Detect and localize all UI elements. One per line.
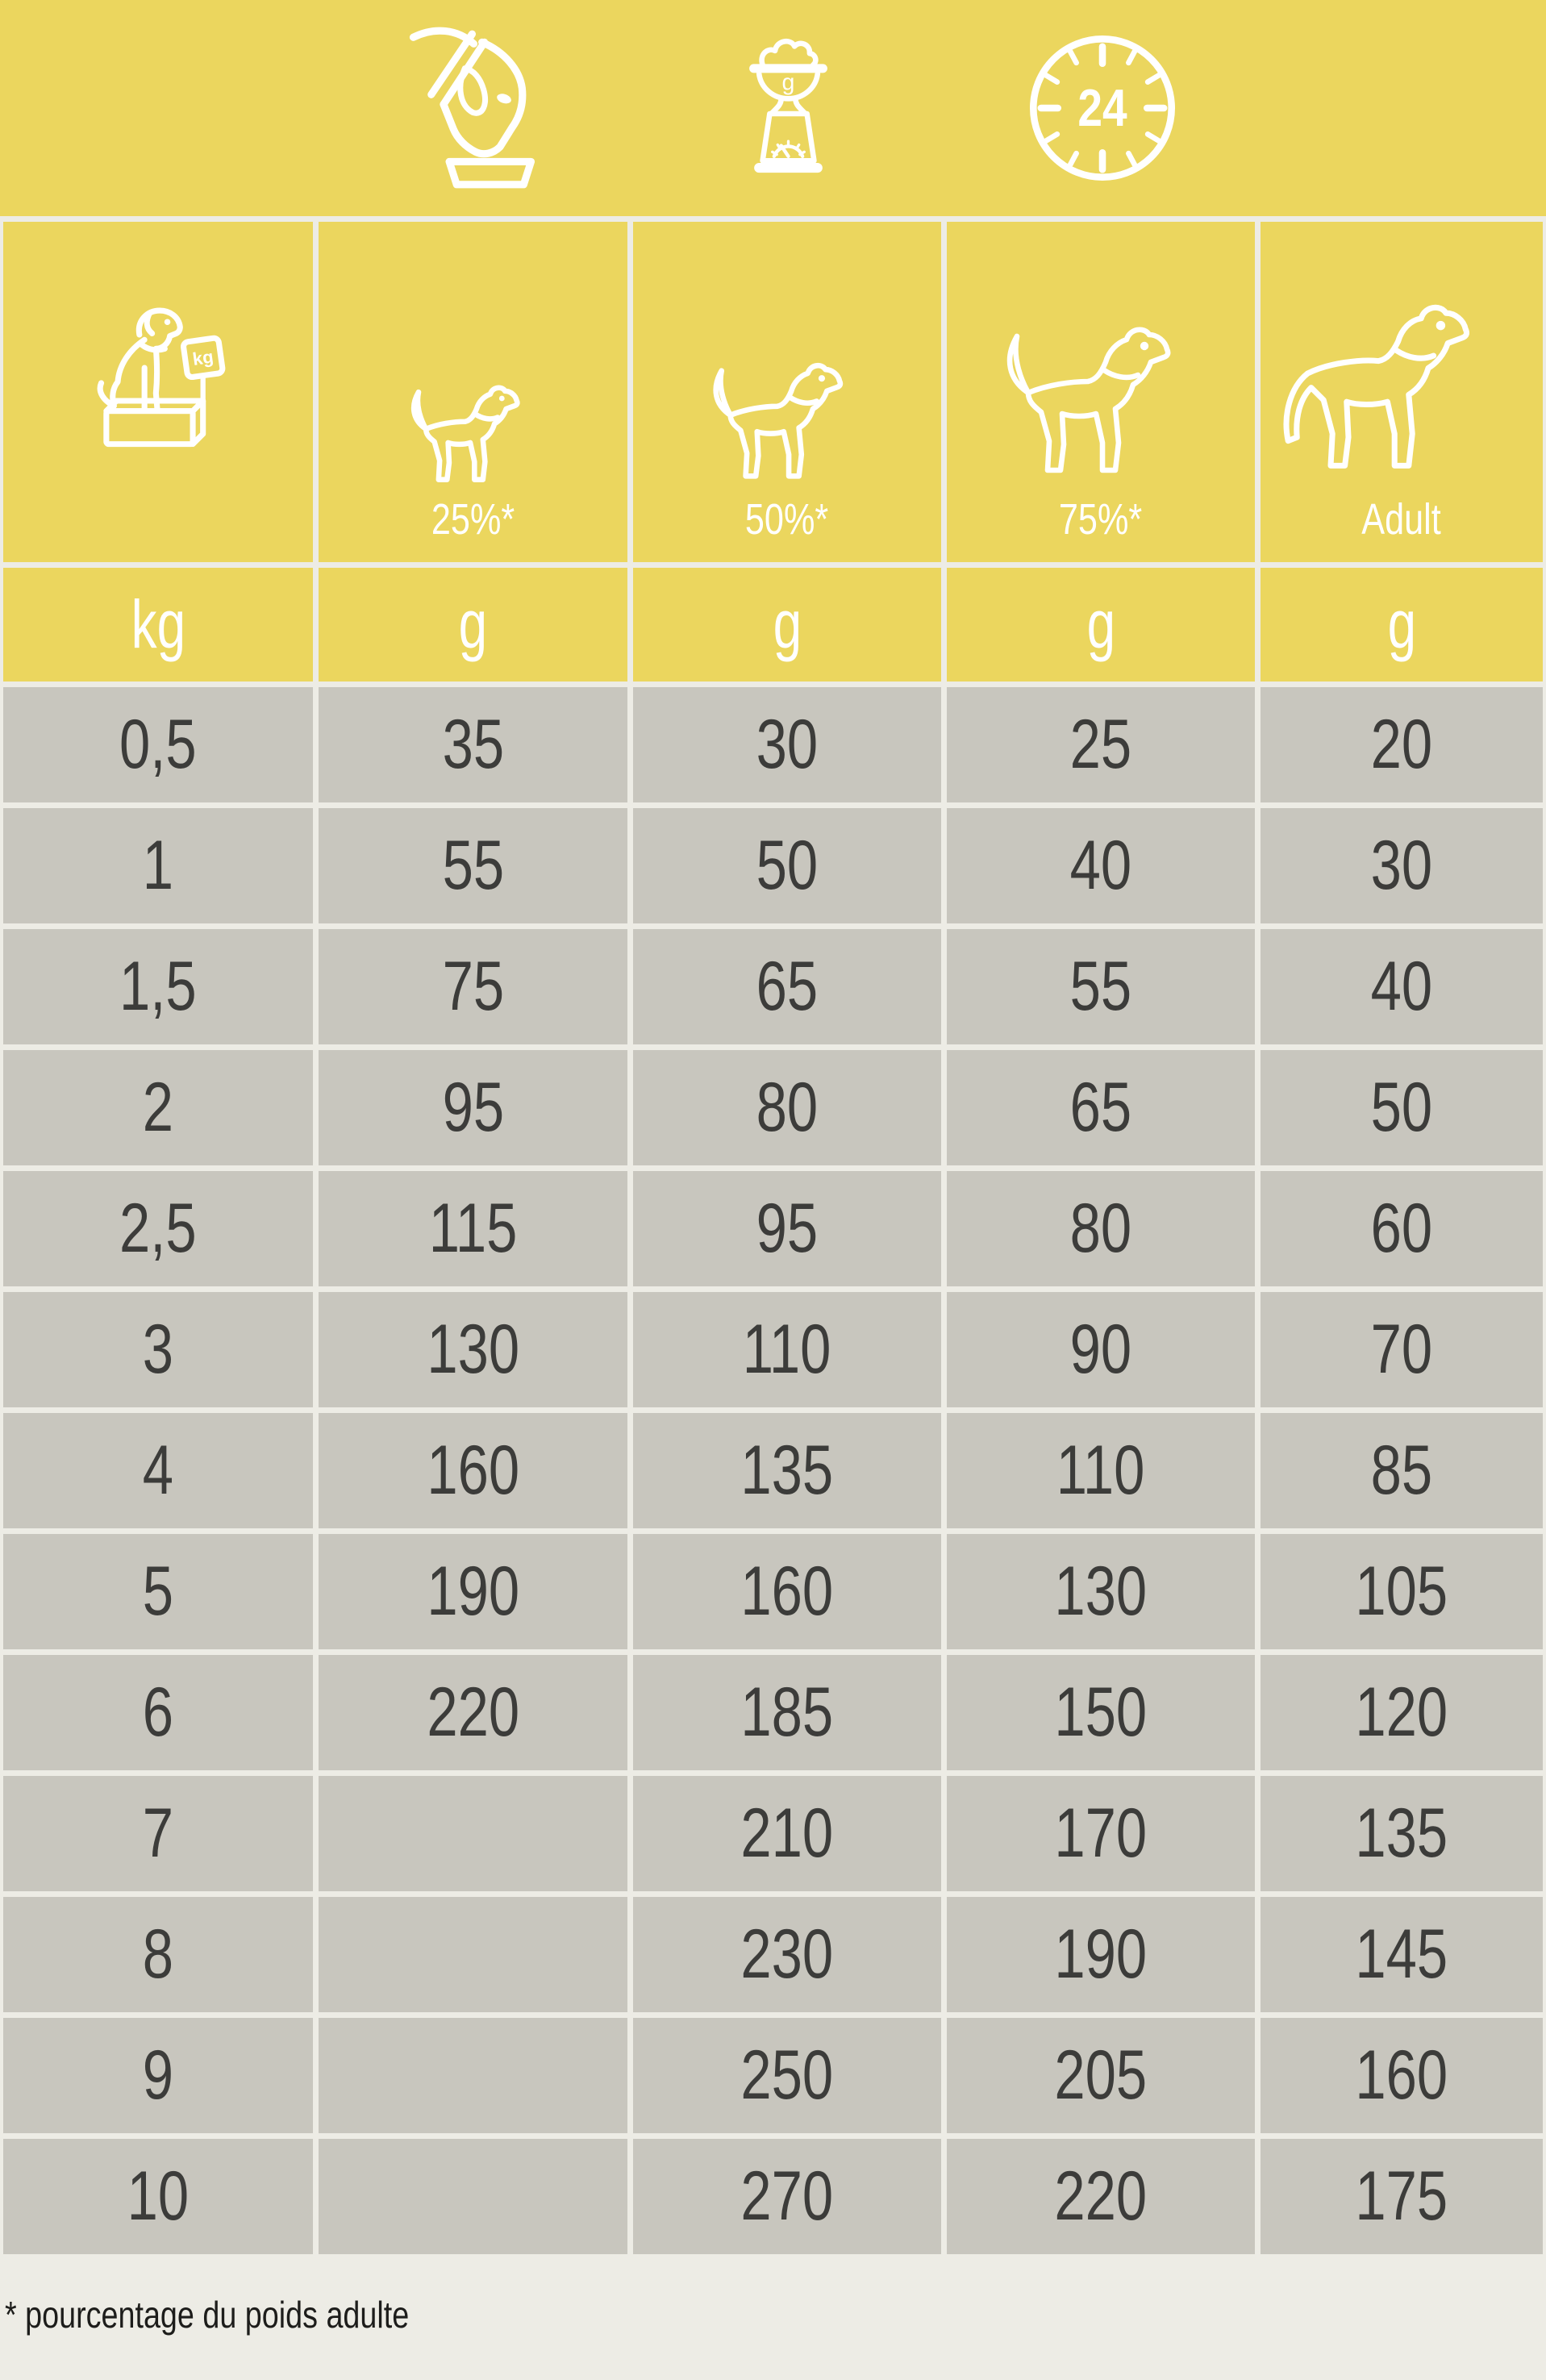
weight-cell: 7 bbox=[3, 1776, 313, 1891]
value-cell bbox=[319, 1776, 627, 1891]
value-cell: 65 bbox=[633, 929, 941, 1044]
top-icon-band bbox=[0, 0, 1546, 216]
unit-label: kg bbox=[131, 586, 185, 662]
value-cell: 220 bbox=[947, 2139, 1255, 2254]
value-cell: 35 bbox=[319, 687, 627, 802]
value-cell: 40 bbox=[947, 808, 1255, 923]
value-cell: 95 bbox=[319, 1050, 627, 1165]
footer bbox=[0, 2254, 1546, 2380]
weight-cell: 10 bbox=[3, 2139, 313, 2254]
unit-cell-g bbox=[1261, 568, 1543, 681]
value-cell: 160 bbox=[1261, 2018, 1543, 2133]
clock-24h-icon bbox=[1022, 27, 1183, 189]
unit-cell-g bbox=[947, 568, 1255, 681]
weight-cell: 8 bbox=[3, 1897, 313, 2012]
value-cell: 90 bbox=[947, 1292, 1255, 1407]
value-cell: 160 bbox=[319, 1413, 627, 1528]
header-cell-50 bbox=[633, 222, 941, 562]
unit-label: g bbox=[1086, 586, 1115, 662]
value-cell: 50 bbox=[633, 808, 941, 923]
value-cell bbox=[319, 2139, 627, 2254]
value-cell: 55 bbox=[947, 929, 1255, 1044]
clock-24-text: 24 bbox=[1077, 78, 1127, 137]
puppy-25-icon bbox=[405, 381, 542, 498]
value-cell: 95 bbox=[633, 1171, 941, 1286]
value-cell: 185 bbox=[633, 1655, 941, 1770]
feeding-table bbox=[0, 222, 1546, 2254]
value-cell: 40 bbox=[1261, 929, 1543, 1044]
value-cell: 30 bbox=[1261, 808, 1543, 923]
weight-cell: 1 bbox=[3, 808, 313, 923]
value-cell: 230 bbox=[633, 1897, 941, 2012]
weight-cell: 2,5 bbox=[3, 1171, 313, 1286]
unit-cell-g bbox=[319, 568, 627, 681]
header-cell-adult bbox=[1261, 222, 1543, 562]
unit-cell-kg bbox=[3, 568, 313, 681]
value-cell: 80 bbox=[633, 1050, 941, 1165]
value-cell: 65 bbox=[947, 1050, 1255, 1165]
kitchen-scale-icon bbox=[722, 26, 855, 184]
weight-cell: 5 bbox=[3, 1534, 313, 1649]
adult-dog-icon bbox=[1269, 302, 1535, 498]
weight-cell: 6 bbox=[3, 1655, 313, 1770]
footnote-text: * pourcentage du poids adulte bbox=[5, 2294, 410, 2336]
weight-cell: 3 bbox=[3, 1292, 313, 1407]
puppy-50-icon bbox=[705, 358, 870, 498]
column-label: 75%* bbox=[1059, 495, 1143, 544]
value-cell: 130 bbox=[319, 1292, 627, 1407]
value-cell bbox=[319, 2018, 627, 2133]
unit-cell-g bbox=[633, 568, 941, 681]
value-cell: 130 bbox=[947, 1534, 1255, 1649]
value-cell: 85 bbox=[1261, 1413, 1543, 1528]
weight-cell: 0,5 bbox=[3, 687, 313, 802]
value-cell: 110 bbox=[633, 1292, 941, 1407]
dog-on-weighing-scale-icon bbox=[76, 302, 241, 467]
value-cell: 220 bbox=[319, 1655, 627, 1770]
puppy-75-icon bbox=[996, 320, 1206, 498]
value-cell: 60 bbox=[1261, 1171, 1543, 1286]
value-cell: 205 bbox=[947, 2018, 1255, 2133]
value-cell: 115 bbox=[319, 1171, 627, 1286]
value-cell: 190 bbox=[947, 1897, 1255, 2012]
unit-label: g bbox=[1387, 586, 1416, 662]
value-cell: 150 bbox=[947, 1655, 1255, 1770]
value-cell: 160 bbox=[633, 1534, 941, 1649]
value-cell: 110 bbox=[947, 1413, 1255, 1528]
value-cell: 80 bbox=[947, 1171, 1255, 1286]
value-cell: 20 bbox=[1261, 687, 1543, 802]
value-cell: 250 bbox=[633, 2018, 941, 2133]
value-cell: 120 bbox=[1261, 1655, 1543, 1770]
value-cell: 175 bbox=[1261, 2139, 1543, 2254]
value-cell: 170 bbox=[947, 1776, 1255, 1891]
value-cell: 105 bbox=[1261, 1534, 1543, 1649]
scale-unit-text: g bbox=[781, 69, 795, 96]
unit-label: g bbox=[773, 586, 802, 662]
column-label: Adult bbox=[1361, 495, 1442, 544]
value-cell: 75 bbox=[319, 929, 627, 1044]
weight-cell: 4 bbox=[3, 1413, 313, 1528]
column-label: 50%* bbox=[745, 495, 829, 544]
dog-eating-from-bowl-icon bbox=[399, 23, 548, 196]
value-cell: 210 bbox=[633, 1776, 941, 1891]
value-cell: 135 bbox=[633, 1413, 941, 1528]
value-cell: 50 bbox=[1261, 1050, 1543, 1165]
value-cell: 135 bbox=[1261, 1776, 1543, 1891]
column-label: 25%* bbox=[431, 495, 515, 544]
header-cell-75 bbox=[947, 222, 1255, 562]
header-cell-25 bbox=[319, 222, 627, 562]
weight-cell: 1,5 bbox=[3, 929, 313, 1044]
value-cell: 25 bbox=[947, 687, 1255, 802]
value-cell: 145 bbox=[1261, 1897, 1543, 2012]
value-cell: 270 bbox=[633, 2139, 941, 2254]
scale-kg-tag: kg bbox=[190, 346, 215, 369]
weight-cell: 9 bbox=[3, 2018, 313, 2133]
value-cell: 190 bbox=[319, 1534, 627, 1649]
value-cell: 30 bbox=[633, 687, 941, 802]
unit-label: g bbox=[458, 586, 488, 662]
weight-cell: 2 bbox=[3, 1050, 313, 1165]
header-cell-weight bbox=[3, 222, 313, 562]
value-cell: 70 bbox=[1261, 1292, 1543, 1407]
value-cell bbox=[319, 1897, 627, 2012]
value-cell: 55 bbox=[319, 808, 627, 923]
